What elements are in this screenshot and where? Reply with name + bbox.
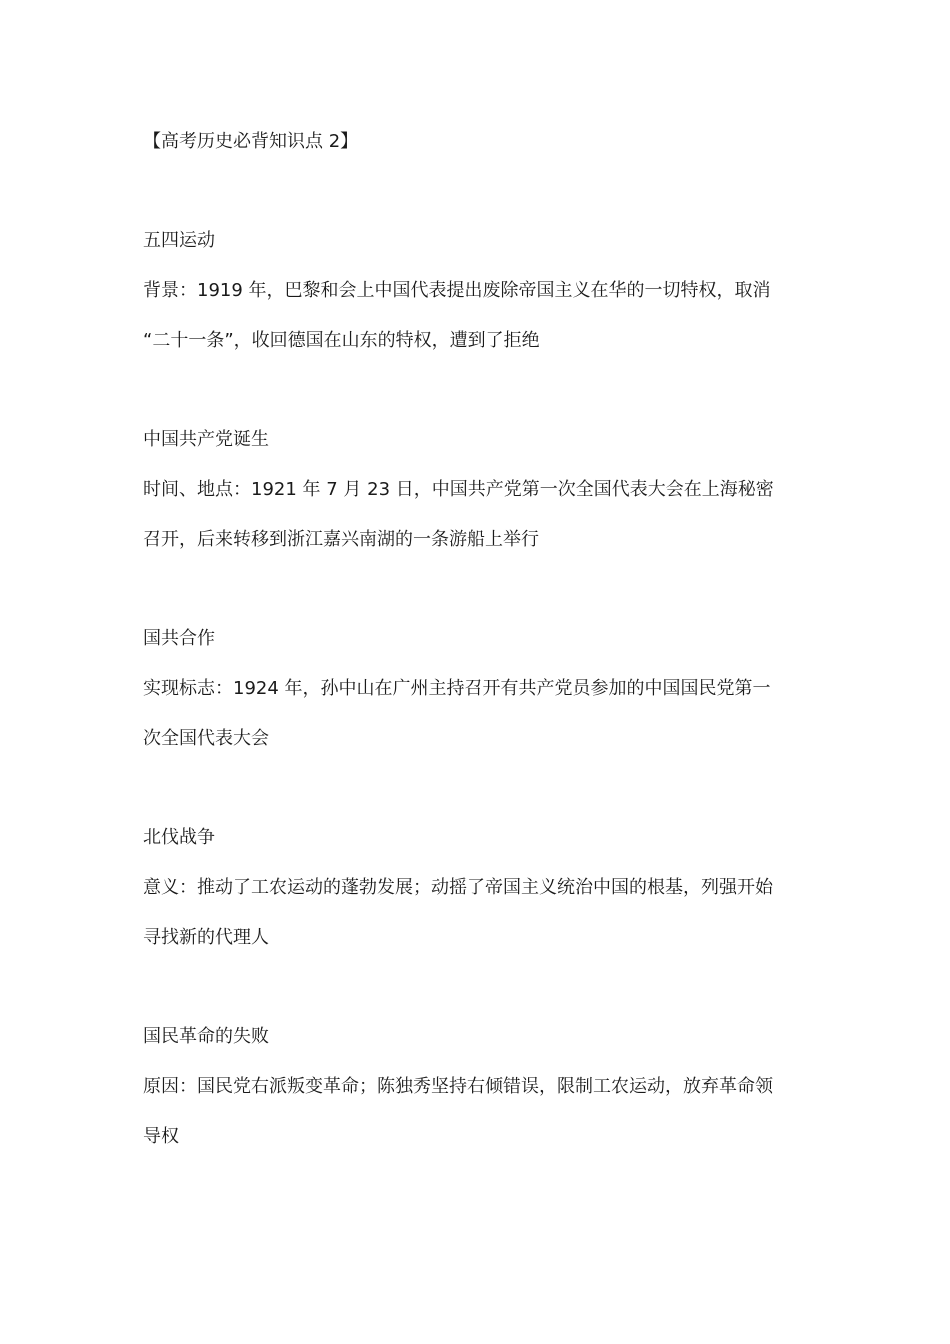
section-heading-may-fourth: 五四运动 (143, 230, 215, 251)
section-body-line: 时间、地点：1921 年 7 月 23 日，中国共产党第一次全国代表大会在上海秘密 (143, 479, 774, 500)
section-body-line: 导权 (143, 1126, 179, 1147)
section-heading-ccp-founding: 中国共产党诞生 (143, 429, 269, 450)
section-heading-northern-expedition: 北伐战争 (143, 827, 215, 848)
section-body-line: 实现标志：1924 年，孙中山在广州主持召开有共产党员参加的中国国民党第一 (143, 678, 771, 699)
section-body-line: 意义：推动了工农运动的蓬勃发展；动摇了帝国主义统治中国的根基，列强开始 (143, 877, 773, 898)
section-body-line: 背景：1919 年，巴黎和会上中国代表提出废除帝国主义在华的一切特权，取消 (143, 280, 771, 301)
section-heading-kmt-ccp-cooperation: 国共合作 (143, 628, 215, 649)
section-heading-revolution-failure: 国民革命的失败 (143, 1026, 269, 1047)
document-page (143, 0, 813, 1344)
section-body-line: 原因：国民党右派叛变革命；陈独秀坚持右倾错误，限制工农运动，放弃革命领 (143, 1076, 773, 1097)
section-body-line: “二十一条”，收回德国在山东的特权，遭到了拒绝 (143, 330, 540, 351)
section-body-line: 召开，后来转移到浙江嘉兴南湖的一条游船上举行 (143, 529, 539, 550)
document-title: 【高考历史必背知识点 2】 (143, 131, 359, 152)
section-body-line: 寻找新的代理人 (143, 927, 269, 948)
section-body-line: 次全国代表大会 (143, 728, 269, 749)
